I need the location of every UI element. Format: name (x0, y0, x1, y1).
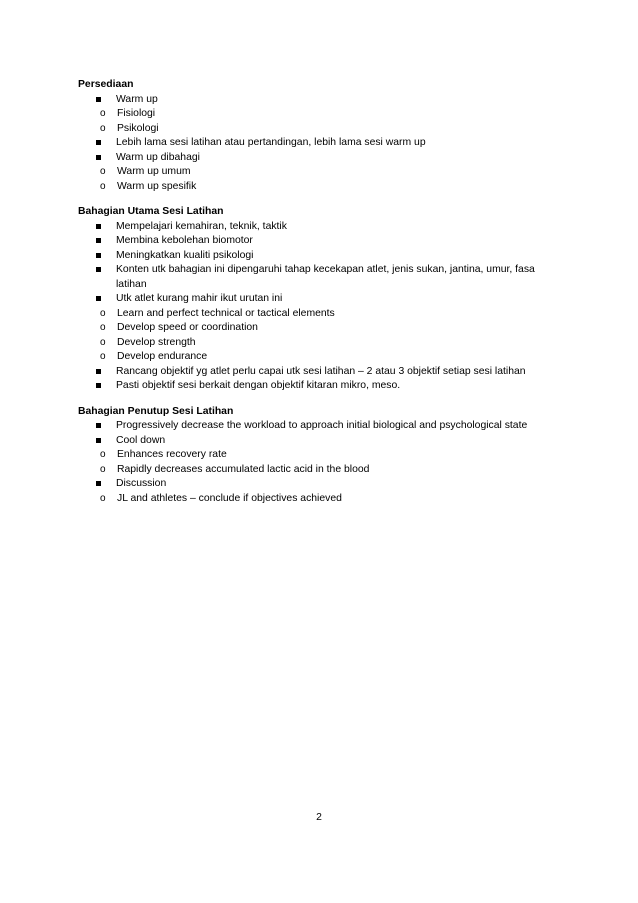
list-item-text: Cool down (116, 434, 166, 446)
list-item-text: Membina kebolehan biomotor (116, 235, 253, 246)
sub-list-item (78, 165, 558, 180)
circle-bullet-icon: o (100, 336, 106, 348)
square-bullet-icon (96, 267, 101, 272)
list-item (78, 477, 558, 506)
square-bullet-icon (96, 423, 101, 428)
sub-list (78, 107, 558, 136)
list-item-text: Utk atlet kurang mahir ikut urutan ini (116, 293, 283, 304)
bullet-list (78, 419, 558, 506)
sub-list-item (78, 336, 558, 351)
sub-list-item-text: Psikologi (117, 122, 159, 134)
list-item-text: Rancang objektif yg atlet perlu capai utk sesi latihan – 2 atau 3 objektif setiap sesi latihan (116, 365, 526, 377)
list-item (78, 249, 558, 264)
sub-list-item-text: Develop endurance (117, 351, 208, 362)
sub-list-item-text: Develop strength (117, 336, 196, 348)
square-bullet-icon (96, 238, 101, 243)
sub-list-item-text: Fisiologi (117, 108, 156, 119)
square-bullet-icon (96, 296, 101, 301)
sub-list-item (78, 107, 558, 122)
list-item-text: Lebih lama sesi latihan atau pertandingan, lebih lama sesi warm up (116, 137, 426, 148)
list-item (78, 434, 558, 478)
bullet-list (78, 220, 558, 394)
square-bullet-icon (96, 369, 101, 374)
section-1 (78, 205, 558, 394)
section-2 (78, 405, 558, 507)
list-item (78, 151, 558, 195)
sub-list-item-text: Develop speed or coordination (117, 322, 258, 333)
list-item-text: Progressively decrease the workload to approach initial biological and psychological state (116, 420, 528, 431)
circle-bullet-icon: o (100, 166, 106, 177)
list-item-text: Mempelajari kemahiran, teknik, taktik (116, 220, 287, 232)
circle-bullet-icon: o (100, 322, 106, 333)
list-item-text: Meningkatkan kualiti psikologi (116, 249, 254, 261)
list-item-text: Konten utk bahagian ini dipengaruhi tahap kecekapan atlet, jenis sukan, jantina, umur, fasa latihan (116, 264, 535, 290)
square-bullet-icon (96, 253, 101, 258)
page-number: 2 (316, 812, 322, 823)
list-item (78, 379, 558, 394)
sub-list-item (78, 463, 558, 478)
list-item-text: Discussion (116, 478, 167, 489)
sub-list-item (78, 321, 558, 336)
list-item (78, 365, 558, 380)
sub-list-item-text: Warm up umum (117, 166, 191, 177)
list-item (78, 419, 558, 434)
square-bullet-icon (96, 140, 101, 145)
circle-bullet-icon: o (100, 122, 106, 134)
sub-list-item-text: JL and athletes – conclude if objectives achieved (117, 492, 342, 504)
sub-list-item-text: Rapidly decreases accumulated lactic acid in the blood (117, 463, 370, 475)
list-item-text: Pasti objektif sesi berkait dengan objektif kitaran mikro, meso. (116, 380, 401, 391)
document-content (78, 78, 558, 517)
square-bullet-icon (96, 438, 101, 443)
circle-bullet-icon: o (100, 492, 106, 504)
list-item-text: Warm up dibahagi (116, 151, 200, 163)
section-heading: Bahagian Utama Sesi Latihan (78, 206, 224, 217)
list-item (78, 292, 558, 365)
sub-list-item-text: Enhances recovery rate (117, 449, 227, 460)
square-bullet-icon (96, 481, 101, 486)
section-0 (78, 78, 558, 194)
sub-list-item-text: Learn and perfect technical or tactical elements (117, 307, 335, 319)
circle-bullet-icon: o (100, 463, 106, 475)
circle-bullet-icon: o (100, 180, 106, 192)
sub-list-item (78, 122, 558, 137)
sub-list (78, 165, 558, 194)
sub-list-item (78, 350, 558, 365)
list-item (78, 220, 558, 235)
sub-list (78, 448, 558, 477)
bullet-list (78, 93, 558, 195)
list-item-text: Warm up (116, 93, 158, 105)
circle-bullet-icon: o (100, 307, 106, 319)
section-heading: Persediaan (78, 79, 134, 90)
circle-bullet-icon: o (100, 108, 106, 119)
square-bullet-icon (96, 383, 101, 388)
square-bullet-icon (96, 155, 101, 160)
sub-list (78, 307, 558, 365)
list-item (78, 263, 558, 292)
sub-list-item (78, 180, 558, 195)
sub-list-item (78, 448, 558, 463)
section-heading: Bahagian Penutup Sesi Latihan (78, 405, 234, 417)
circle-bullet-icon: o (100, 449, 106, 460)
list-item (78, 234, 558, 249)
sub-list-item (78, 307, 558, 322)
sub-list-item-text: Warm up spesifik (117, 180, 197, 192)
list-item (78, 93, 558, 137)
square-bullet-icon (96, 224, 101, 229)
circle-bullet-icon: o (100, 351, 106, 362)
sub-list (78, 492, 558, 507)
list-item (78, 136, 558, 151)
sub-list-item (78, 492, 558, 507)
square-bullet-icon (96, 97, 101, 102)
